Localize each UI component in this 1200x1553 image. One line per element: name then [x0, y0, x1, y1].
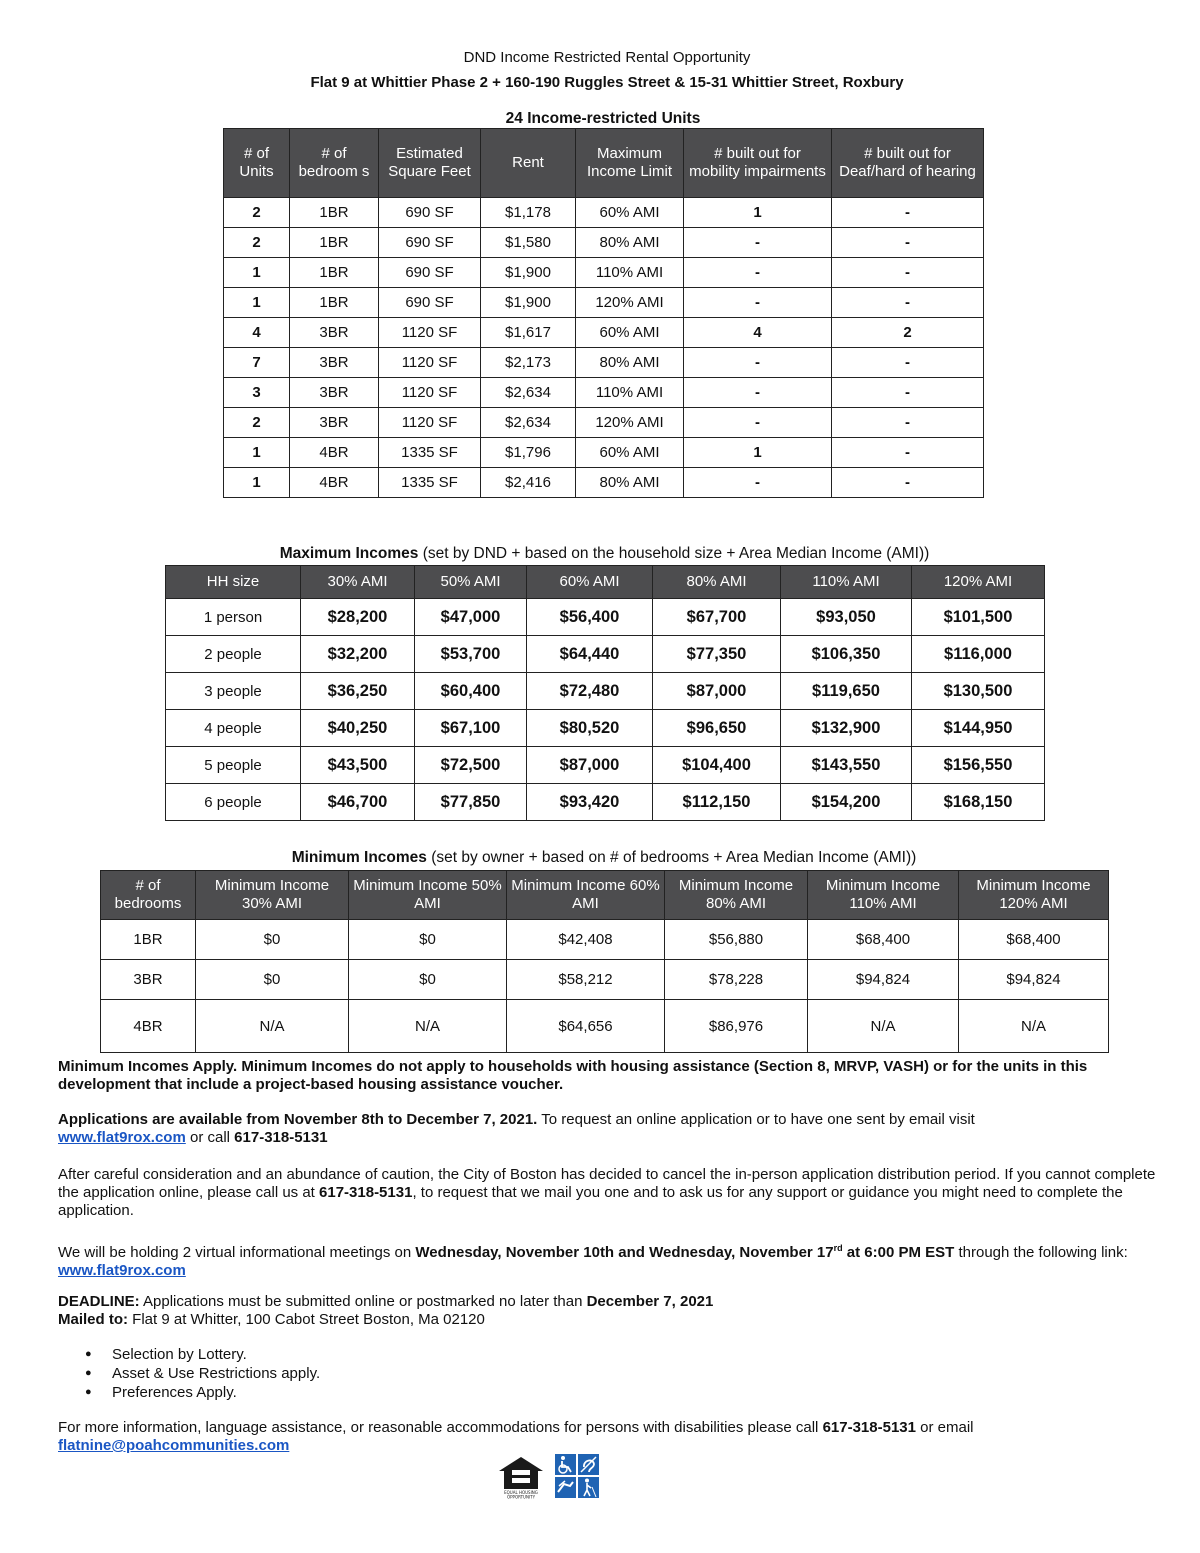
- units-cell: -: [684, 228, 832, 258]
- units-cell: -: [684, 378, 832, 408]
- units-cell: $1,900: [481, 288, 576, 318]
- table-row: [224, 408, 984, 438]
- applications-call: or call: [185, 1129, 235, 1146]
- min-income-header-cell: Minimum Income 30% AMI: [196, 871, 349, 920]
- units-cell: 1: [224, 258, 290, 288]
- table-row: [224, 438, 984, 468]
- units-cell: 4BR: [290, 438, 379, 468]
- requirements-list: [85, 1345, 320, 1402]
- table-row: [166, 710, 1045, 747]
- min-income-header-cell: # of bedrooms: [101, 871, 196, 920]
- units-cell: 1BR: [290, 258, 379, 288]
- mailed-label: Mailed to:: [58, 1311, 128, 1328]
- sign-language-icon: [555, 1477, 576, 1498]
- min-income-cell: $0: [349, 920, 507, 960]
- units-cell: 1: [684, 198, 832, 228]
- units-cell: -: [684, 408, 832, 438]
- max-income-cell: $64,440: [527, 636, 653, 673]
- units-header-cell: Estimated Square Feet: [379, 129, 481, 198]
- max-income-cell: 3 people: [166, 673, 301, 710]
- units-cell: 1120 SF: [379, 408, 481, 438]
- min-income-cell: $0: [196, 960, 349, 1000]
- units-header-cell: Maximum Income Limit: [576, 129, 684, 198]
- max-income-header-cell: 80% AMI: [653, 566, 781, 599]
- units-cell: 80% AMI: [576, 228, 684, 258]
- max-income-cell: $77,850: [415, 784, 527, 821]
- max-income-cell: 5 people: [166, 747, 301, 784]
- max-income-header-cell: 60% AMI: [527, 566, 653, 599]
- min-incomes-table: [100, 870, 1109, 1053]
- units-cell: 3BR: [290, 318, 379, 348]
- applications-text: To request an online application or to have one sent by email visit: [537, 1111, 975, 1128]
- max-incomes-caption-rest: (set by DND + based on the household size + Area Median Income (AMI)): [418, 545, 930, 562]
- max-income-cell: $28,200: [301, 599, 415, 636]
- deadline-paragraph: [58, 1293, 1158, 1329]
- units-cell: 3: [224, 378, 290, 408]
- table-row: [224, 198, 984, 228]
- units-header-cell: Rent: [481, 129, 576, 198]
- max-income-cell: $143,550: [781, 747, 912, 784]
- meetings-sup: rd: [833, 1243, 843, 1253]
- table-row: [101, 920, 1109, 960]
- min-incomes-caption-bold: Minimum Incomes: [291, 849, 427, 866]
- max-income-cell: $87,000: [653, 673, 781, 710]
- minimum-incomes-note: Minimum Incomes Apply. Minimum Incomes do not apply to households with housing assistance (Section 8, MRVP, VASH) or for the units in this development that include a project-based housing assistance voucher.: [58, 1058, 1088, 1093]
- max-income-cell: $56,400: [527, 599, 653, 636]
- max-income-cell: 6 people: [166, 784, 301, 821]
- table-row: [224, 348, 984, 378]
- equal-housing-icon: [499, 1457, 543, 1500]
- units-cell: 2: [224, 228, 290, 258]
- equal-housing-text-2: OPPORTUNITY: [506, 1494, 536, 1500]
- email-link[interactable]: flatnine@poahcommunities.com: [58, 1437, 290, 1454]
- units-header-cell: # built out for mobility impairments: [684, 129, 832, 198]
- table-row: [166, 636, 1045, 673]
- contact-text: For more information, language assistance, or reasonable accommodations for persons with disabilities please call: [58, 1419, 823, 1436]
- max-incomes-caption: [165, 545, 1044, 563]
- min-income-cell: $64,656: [507, 1000, 665, 1053]
- table-row: [166, 784, 1045, 821]
- table-row: [101, 960, 1109, 1000]
- units-cell: $1,580: [481, 228, 576, 258]
- table-row: [101, 1000, 1109, 1053]
- max-income-cell: $80,520: [527, 710, 653, 747]
- contact-phone: 617-318-5131: [822, 1419, 916, 1436]
- contact-or-email: or email: [915, 1419, 974, 1436]
- units-cell: 2: [224, 198, 290, 228]
- max-income-cell: $72,480: [527, 673, 653, 710]
- max-income-cell: $130,500: [912, 673, 1045, 710]
- units-cell: 3BR: [290, 348, 379, 378]
- max-income-cell: $106,350: [781, 636, 912, 673]
- units-cell: 3BR: [290, 408, 379, 438]
- units-cell: 7: [224, 348, 290, 378]
- units-cell: -: [684, 288, 832, 318]
- max-income-cell: $53,700: [415, 636, 527, 673]
- units-cell: 110% AMI: [576, 378, 684, 408]
- units-table-caption: 24 Income-restricted Units: [505, 110, 701, 127]
- max-income-cell: $156,550: [912, 747, 1045, 784]
- units-cell: -: [684, 258, 832, 288]
- min-income-cell: $94,824: [959, 960, 1109, 1000]
- deadline-date: December 7, 2021: [586, 1293, 714, 1310]
- units-cell: 60% AMI: [576, 198, 684, 228]
- table-row: [166, 673, 1045, 710]
- max-incomes-caption-bold: Maximum Incomes: [279, 545, 419, 562]
- min-income-cell: 3BR: [101, 960, 196, 1000]
- min-income-cell: N/A: [808, 1000, 959, 1053]
- units-cell: -: [832, 378, 984, 408]
- units-cell: -: [832, 408, 984, 438]
- units-cell: $2,416: [481, 468, 576, 498]
- units-cell: 1: [224, 438, 290, 468]
- units-cell: $1,796: [481, 438, 576, 468]
- units-cell: 1BR: [290, 198, 379, 228]
- max-income-cell: 4 people: [166, 710, 301, 747]
- max-income-cell: $60,400: [415, 673, 527, 710]
- units-cell: -: [832, 468, 984, 498]
- units-cell: $1,178: [481, 198, 576, 228]
- table-row: [166, 599, 1045, 636]
- list-item: ● Asset & Use Restrictions apply.: [85, 1364, 320, 1383]
- deadline-label: DEADLINE:: [58, 1293, 140, 1310]
- min-income-header-cell: Minimum Income 80% AMI: [665, 871, 808, 920]
- units-cell: $2,634: [481, 378, 576, 408]
- applications-dates: Applications are available from November 8th to December 7, 2021.: [58, 1111, 538, 1128]
- max-income-cell: $36,250: [301, 673, 415, 710]
- min-income-cell: N/A: [196, 1000, 349, 1053]
- min-income-cell: $58,212: [507, 960, 665, 1000]
- min-incomes-caption: [100, 849, 1108, 867]
- list-item: ● Preferences Apply.: [85, 1383, 320, 1402]
- units-cell: 1: [224, 468, 290, 498]
- max-income-header-cell: 30% AMI: [301, 566, 415, 599]
- table-row: [224, 318, 984, 348]
- max-income-cell: $104,400: [653, 747, 781, 784]
- max-income-cell: $40,250: [301, 710, 415, 747]
- units-cell: -: [832, 198, 984, 228]
- units-cell: 1: [684, 438, 832, 468]
- units-header-cell: # of bedroom s: [290, 129, 379, 198]
- units-cell: 4BR: [290, 468, 379, 498]
- min-income-header-cell: Minimum Income 110% AMI: [808, 871, 959, 920]
- units-cell: 1BR: [290, 288, 379, 318]
- max-income-cell: $87,000: [527, 747, 653, 784]
- units-cell: -: [832, 258, 984, 288]
- property-address: Flat 9 at Whittier Phase 2 + 160-190 Ruggles Street & 15-31 Whittier Street, Roxbury: [310, 74, 904, 91]
- applications-paragraph: [58, 1111, 1158, 1147]
- max-income-cell: $93,050: [781, 599, 912, 636]
- units-cell: -: [832, 348, 984, 378]
- units-cell: 80% AMI: [576, 468, 684, 498]
- meetings-paragraph: [58, 1239, 1158, 1280]
- logos-svg: [497, 1452, 603, 1500]
- mailed-address: Flat 9 at Whitter, 100 Cabot Street Boston, Ma 02120: [128, 1311, 485, 1328]
- units-table: [223, 128, 984, 498]
- max-income-header-cell: 110% AMI: [781, 566, 912, 599]
- min-incomes-caption-rest: (set by owner + based on # of bedrooms + Area Median Income (AMI)): [426, 849, 917, 866]
- min-income-cell: $56,880: [665, 920, 808, 960]
- max-income-cell: $46,700: [301, 784, 415, 821]
- min-income-cell: $0: [349, 960, 507, 1000]
- units-cell: 120% AMI: [576, 408, 684, 438]
- units-cell: 690 SF: [379, 258, 481, 288]
- max-income-cell: $101,500: [912, 599, 1045, 636]
- meetings-link[interactable]: www.flat9rox.com: [58, 1262, 186, 1279]
- max-income-header-cell: HH size: [166, 566, 301, 599]
- max-income-cell: $96,650: [653, 710, 781, 747]
- units-header-cell: # built out for Deaf/hard of hearing: [832, 129, 984, 198]
- max-income-cell: $67,100: [415, 710, 527, 747]
- cancellation-text: After careful consideration and an abundance of caution, the City of Boston has decided to cancel the in-person application distribution period. If you cannot complete the application online, please call us at: [58, 1166, 1156, 1201]
- units-cell: -: [684, 468, 832, 498]
- footer-logos: [497, 1452, 603, 1500]
- units-header-cell: # of Units: [224, 129, 290, 198]
- applications-phone: 617-318-5131: [234, 1129, 328, 1146]
- units-cell: $2,173: [481, 348, 576, 378]
- max-incomes-table: [165, 565, 1045, 821]
- units-cell: 690 SF: [379, 228, 481, 258]
- max-income-cell: $77,350: [653, 636, 781, 673]
- max-income-cell: $43,500: [301, 747, 415, 784]
- max-income-cell: $32,200: [301, 636, 415, 673]
- max-income-cell: $67,700: [653, 599, 781, 636]
- max-income-cell: $132,900: [781, 710, 912, 747]
- table-row: [224, 228, 984, 258]
- min-income-cell: $94,824: [808, 960, 959, 1000]
- min-income-cell: N/A: [349, 1000, 507, 1053]
- max-income-cell: 2 people: [166, 636, 301, 673]
- units-cell: 2: [224, 408, 290, 438]
- units-cell: -: [684, 348, 832, 378]
- units-cell: 3BR: [290, 378, 379, 408]
- units-cell: 110% AMI: [576, 258, 684, 288]
- units-cell: $1,617: [481, 318, 576, 348]
- max-income-cell: 1 person: [166, 599, 301, 636]
- max-income-cell: $72,500: [415, 747, 527, 784]
- table-row: [224, 258, 984, 288]
- table-row: [224, 468, 984, 498]
- table-row: [224, 288, 984, 318]
- units-cell: 120% AMI: [576, 288, 684, 318]
- min-income-cell: 1BR: [101, 920, 196, 960]
- equal-housing-text: EQUAL HOUSING: [504, 1490, 538, 1495]
- min-income-cell: N/A: [959, 1000, 1109, 1053]
- cancellation-rest: , to request that we mail you one and to ask us for any support or guidance you might need to complete the application.: [58, 1184, 1123, 1219]
- meetings-time: at 6:00 PM EST: [842, 1244, 955, 1261]
- list-item: ● Selection by Lottery.: [85, 1345, 320, 1364]
- units-cell: 1120 SF: [379, 348, 481, 378]
- min-income-cell: $68,400: [959, 920, 1109, 960]
- meetings-intro: We will be holding 2 virtual informational meetings on: [58, 1244, 416, 1261]
- min-income-cell: $42,408: [507, 920, 665, 960]
- min-income-cell: $78,228: [665, 960, 808, 1000]
- contact-paragraph: [58, 1419, 1158, 1455]
- cancellation-phone: 617-318-5131: [319, 1184, 413, 1201]
- units-cell: 60% AMI: [576, 318, 684, 348]
- meetings-through: through the following link:: [954, 1244, 1128, 1261]
- max-income-cell: $116,000: [912, 636, 1045, 673]
- units-cell: 1120 SF: [379, 378, 481, 408]
- max-income-cell: $168,150: [912, 784, 1045, 821]
- max-income-header-cell: 50% AMI: [415, 566, 527, 599]
- cancellation-paragraph: [58, 1166, 1158, 1220]
- units-cell: 1: [224, 288, 290, 318]
- units-cell: $1,900: [481, 258, 576, 288]
- units-cell: 1BR: [290, 228, 379, 258]
- min-income-cell: 4BR: [101, 1000, 196, 1053]
- units-cell: 690 SF: [379, 288, 481, 318]
- min-income-header-cell: Minimum Income 60% AMI: [507, 871, 665, 920]
- units-cell: 690 SF: [379, 198, 481, 228]
- units-cell: -: [832, 288, 984, 318]
- min-income-header-cell: Minimum Income 50% AMI: [349, 871, 507, 920]
- min-income-cell: $0: [196, 920, 349, 960]
- deadline-text: Applications must be submitted online or postmarked no later than: [139, 1293, 587, 1310]
- min-income-header-cell: Minimum Income 120% AMI: [959, 871, 1109, 920]
- min-income-cell: $86,976: [665, 1000, 808, 1053]
- units-cell: 80% AMI: [576, 348, 684, 378]
- max-income-header-cell: 120% AMI: [912, 566, 1045, 599]
- units-cell: 4: [684, 318, 832, 348]
- units-cell: $2,634: [481, 408, 576, 438]
- max-income-cell: $154,200: [781, 784, 912, 821]
- units-cell: 60% AMI: [576, 438, 684, 468]
- page-title: DND Income Restricted Rental Opportunity: [463, 49, 751, 66]
- units-cell: -: [832, 438, 984, 468]
- meetings-dates: Wednesday, November 10th and Wednesday, November 17: [415, 1244, 834, 1261]
- table-row: [166, 747, 1045, 784]
- units-cell: 1120 SF: [379, 318, 481, 348]
- units-cell: 4: [224, 318, 290, 348]
- table-row: [224, 378, 984, 408]
- max-income-cell: $47,000: [415, 599, 527, 636]
- units-cell: 1335 SF: [379, 468, 481, 498]
- units-cell: 1335 SF: [379, 438, 481, 468]
- max-income-cell: $119,650: [781, 673, 912, 710]
- max-income-cell: $93,420: [527, 784, 653, 821]
- units-cell: 2: [832, 318, 984, 348]
- min-income-cell: $68,400: [808, 920, 959, 960]
- website-link[interactable]: www.flat9rox.com: [58, 1129, 186, 1146]
- max-income-cell: $112,150: [653, 784, 781, 821]
- units-cell: -: [832, 228, 984, 258]
- max-income-cell: $144,950: [912, 710, 1045, 747]
